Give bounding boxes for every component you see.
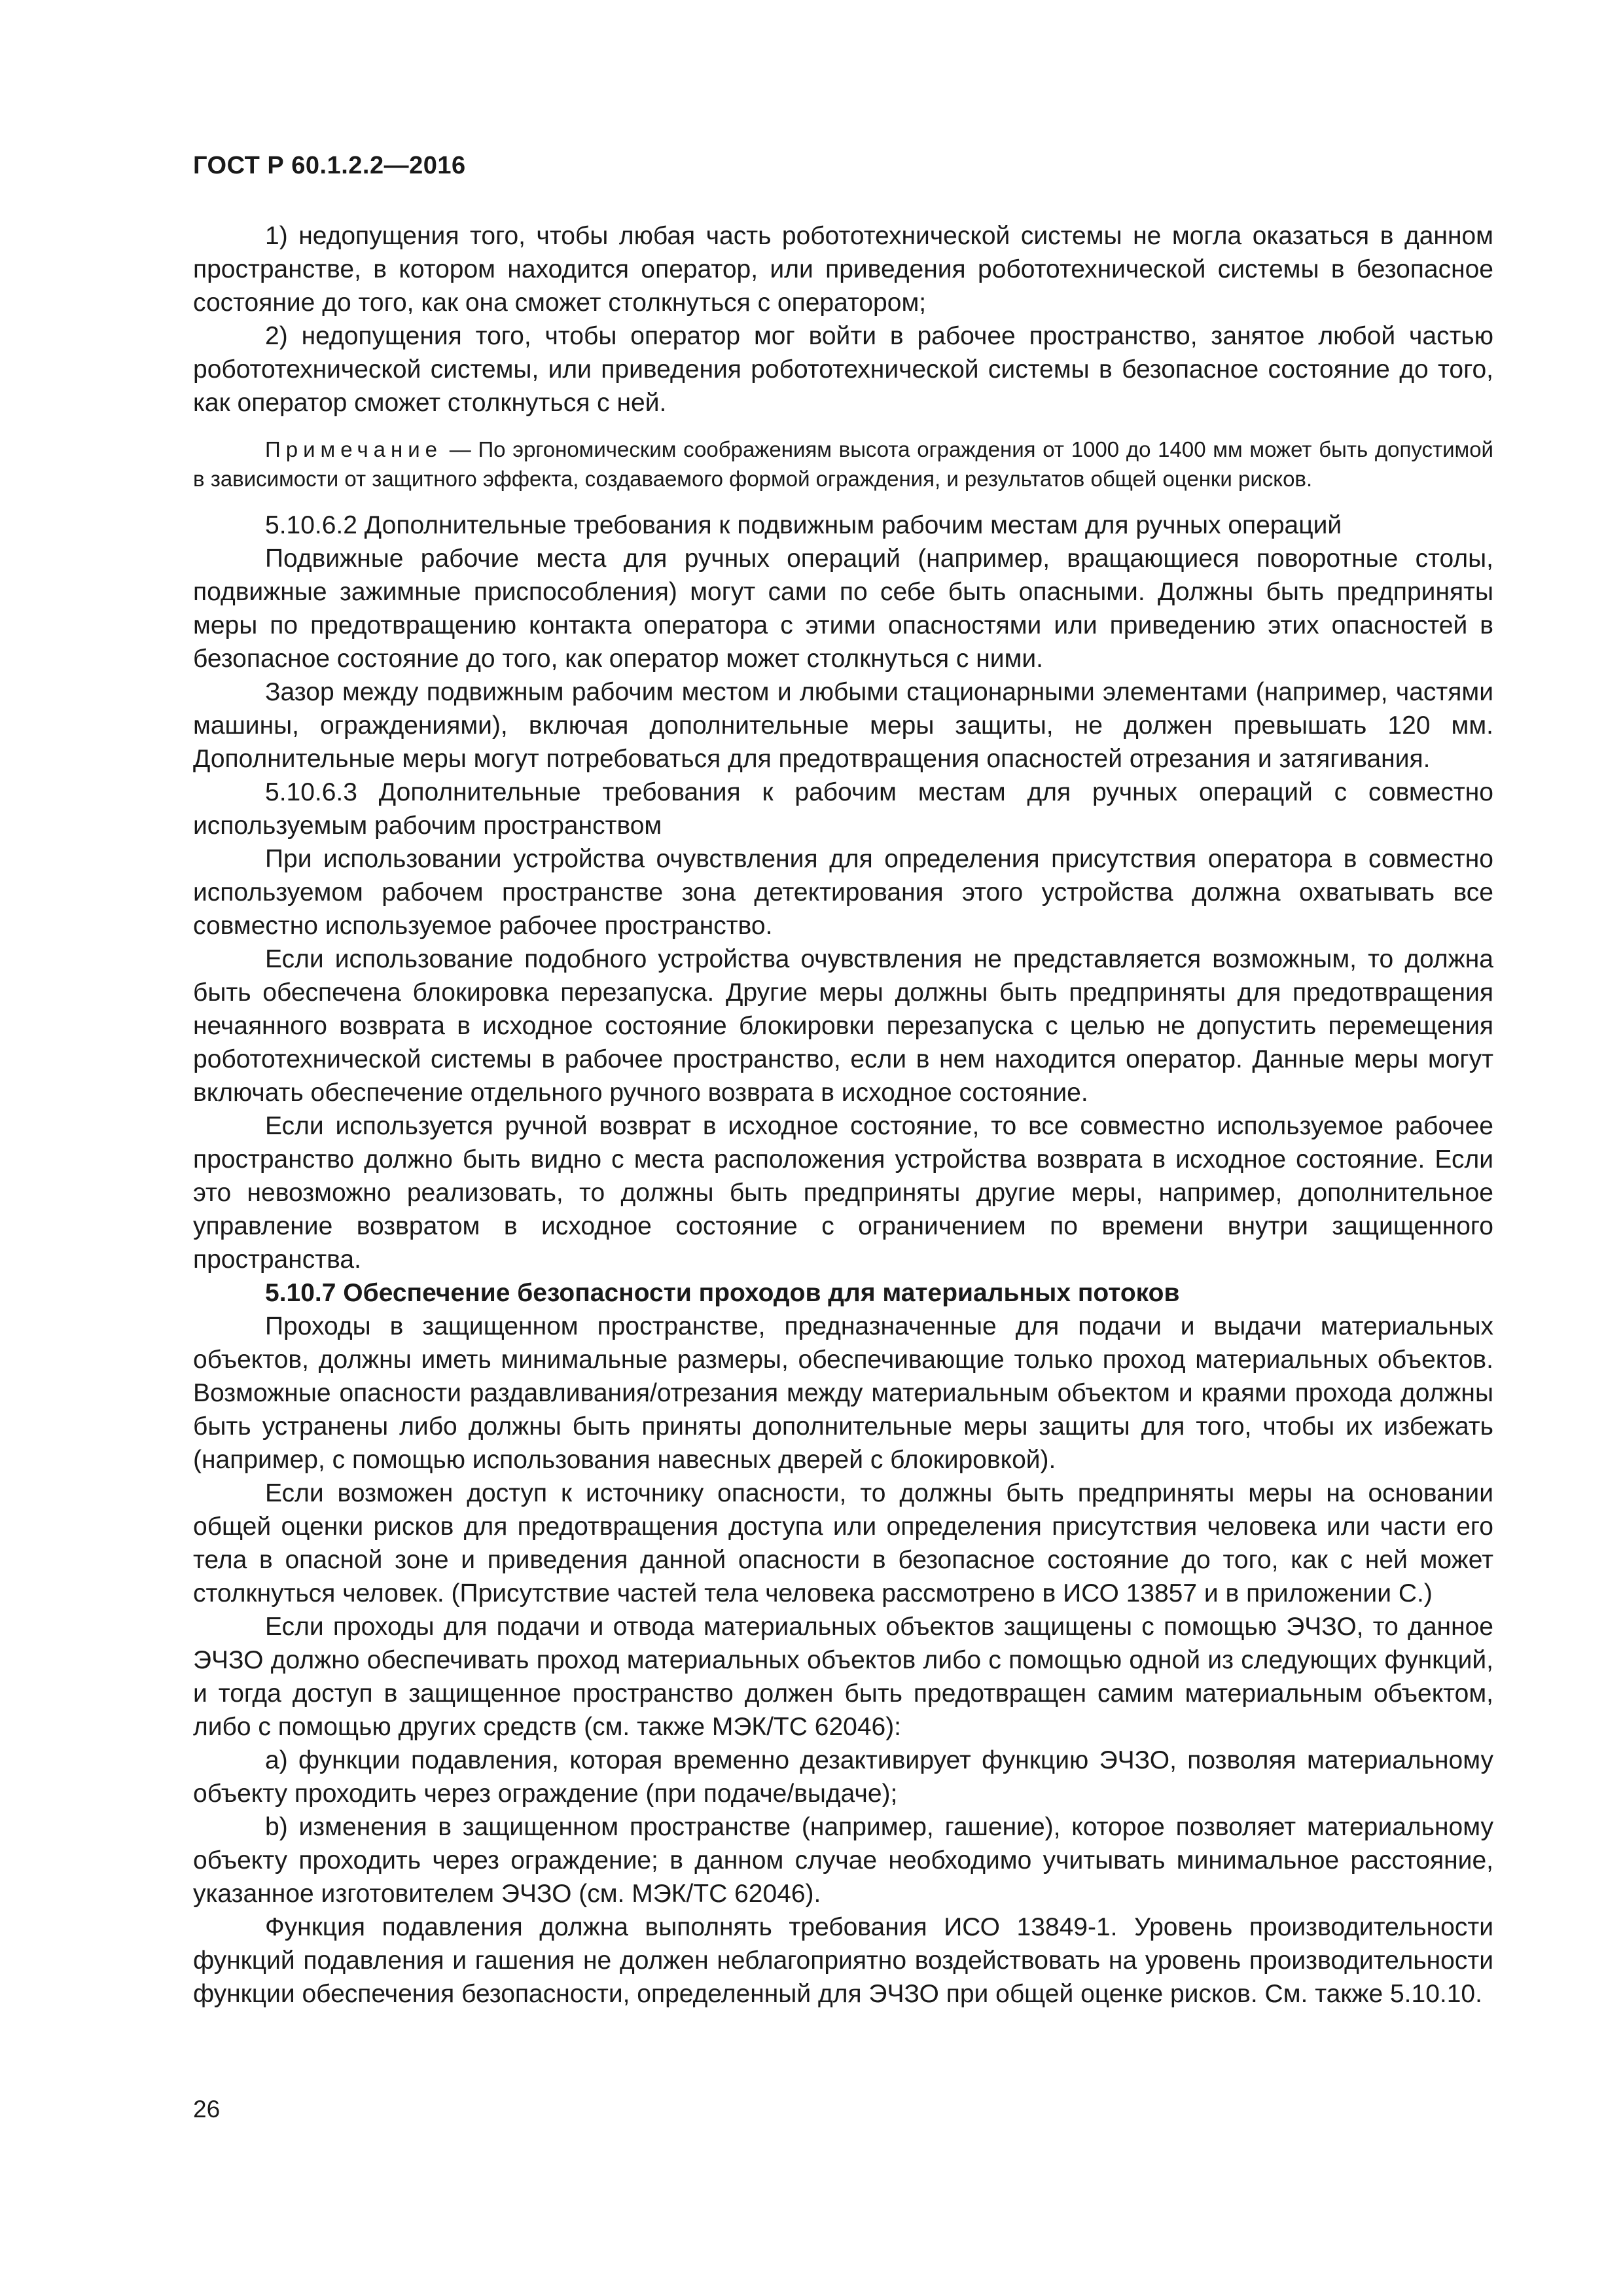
document-header: ГОСТ Р 60.1.2.2—2016 xyxy=(193,152,466,179)
paragraph: Если проходы для подачи и отвода материальных объектов защищены с помощью ЭЧЗО, то данное ЭЧЗО должно обеспечивать проход материальных объектов либо с помощью одной из следующих функций, и тогда доступ в защищенное пространство должен быть предотвращен самим материальным объектом, либо с помощью других средств (см. также МЭК/ТС 62046): xyxy=(193,1613,1493,1741)
paragraph: Зазор между подвижным рабочим местом и любыми стационарными элементами (например, частями машины, ограждениями), включая дополнительные меры защиты, не должен превышать 120 мм. Дополнительные меры могут потребоваться для предотвращения опасностей отрезания и затягивания. xyxy=(193,678,1493,773)
list-item: b) изменения в защищенном пространстве (например, гашение), которое позволяет материальному объекту проходить через ограждение; в данном случае необходимо учитывать минимальное расстояние, указанное изготовителем ЭЧЗО (см. МЭК/ТС 62046). xyxy=(193,1813,1493,1908)
list-item: a) функции подавления, которая временно дезактивирует функцию ЭЧЗО, позволяя материальному объекту проходить через ограждение (при подаче/выдаче); xyxy=(193,1746,1493,1808)
paragraph: Если использование подобного устройства очувствления не представляется возможным, то должна быть обеспечена блокировка перезапуска. Другие меры должны быть предприняты для предотвращения нечаянного возврата в исходное состояние блокировки перезапуска с целью не допустить перемещения робототехнической системы в рабочее пространство, если в нем находится оператор. Данные меры могут включать обеспечение отдельного ручного возврата в исходное состояние. xyxy=(193,945,1493,1107)
paragraph: Если используется ручной возврат в исходное состояние, то все совместно используемое рабочее пространство должно быть видно с места расположения устройства возврата в исходное состояние. Если это невозможно реализовать, то должны быть предприняты другие меры, например, дополнительное управление возвратом в исходное состояние с ограничением по времени внутри защищенного пространства. xyxy=(193,1112,1493,1274)
paragraph: Если возможен доступ к источнику опасности, то должны быть предприняты меры на основании общей оценки рисков для предотвращения доступа или определения присутствия человека или части его тела в опасной зоне и приведения данной опасности в безопасное состояние до того, как с ней может столкнуться человек. (Присутствие частей тела человека рассмотрено в ИСО 13857 и в приложении С.) xyxy=(193,1479,1493,1607)
section-heading: 5.10.7 Обеспечение безопасности проходов для материальных потоков xyxy=(265,1279,1180,1307)
subsection-heading: 5.10.6.3 Дополнительные требования к рабочим местам для ручных операций с совместно используемым рабочим пространством xyxy=(193,778,1493,840)
page-number: 26 xyxy=(193,2096,221,2123)
subsection-heading: 5.10.6.2 Дополнительные требования к подвижным рабочим местам для ручных операций xyxy=(265,511,1342,539)
note-label: Примечание xyxy=(265,437,443,461)
paragraph: Подвижные рабочие места для ручных операций (например, вращающиеся поворотные столы, подвижные зажимные приспособления) могут сами по себе быть опасными. Должны быть предприняты меры по предотвращению контакта оператора с этими опасностями или приведению этих опасностей в безопасное состояние до того, как оператор может столкнуться с ними. xyxy=(193,545,1493,673)
paragraph: 2) недопущения того, чтобы оператор мог войти в рабочее пространство, занятое любой частью робототехнической системы, или приведения робототехнической системы в безопасное состояние до того, как оператор сможет столкнуться с ней. xyxy=(193,322,1493,417)
paragraph: Функция подавления должна выполнять требования ИСО 13849-1. Уровень производительности функций подавления и гашения не должен неблагоприятно воздействовать на уровень производительности функции обеспечения безопасности, определенный для ЭЧЗО при общей оценке рисков. См. также 5.10.10. xyxy=(193,1913,1493,2008)
note xyxy=(193,435,1493,493)
paragraph: При использовании устройства очувствления для определения присутствия оператора в совместно используемом рабочем пространстве зона детектирования этого устройства должна охватывать все совместно используемое рабочее пространство. xyxy=(193,845,1493,940)
note-text: — По эргономическим соображениям высота ограждения от 1000 до 1400 мм может быть допустимой в зависимости от защитного эффекта, создаваемого формой ограждения, и результатов общей оценки рисков. xyxy=(193,437,1493,491)
paragraph: 1) недопущения того, чтобы любая часть робототехнической системы не могла оказаться в данном пространстве, в котором находится оператор, или приведения робототехнической системы в безопасное состояние до того, как она сможет столкнуться с оператором; xyxy=(193,222,1493,317)
paragraph: Проходы в защищенном пространстве, предназначенные для подачи и выдачи материальных объектов, должны иметь минимальные размеры, обеспечивающие только проход материальных объектов. Возможные опасности раздавливания/отрезания между материальным объектом и краями прохода должны быть устранены либо должны быть приняты дополнительные меры защиты для того, чтобы их избежать (например, с помощью использования навесных дверей с блокировкой). xyxy=(193,1312,1493,1474)
document-body xyxy=(193,219,1493,2011)
